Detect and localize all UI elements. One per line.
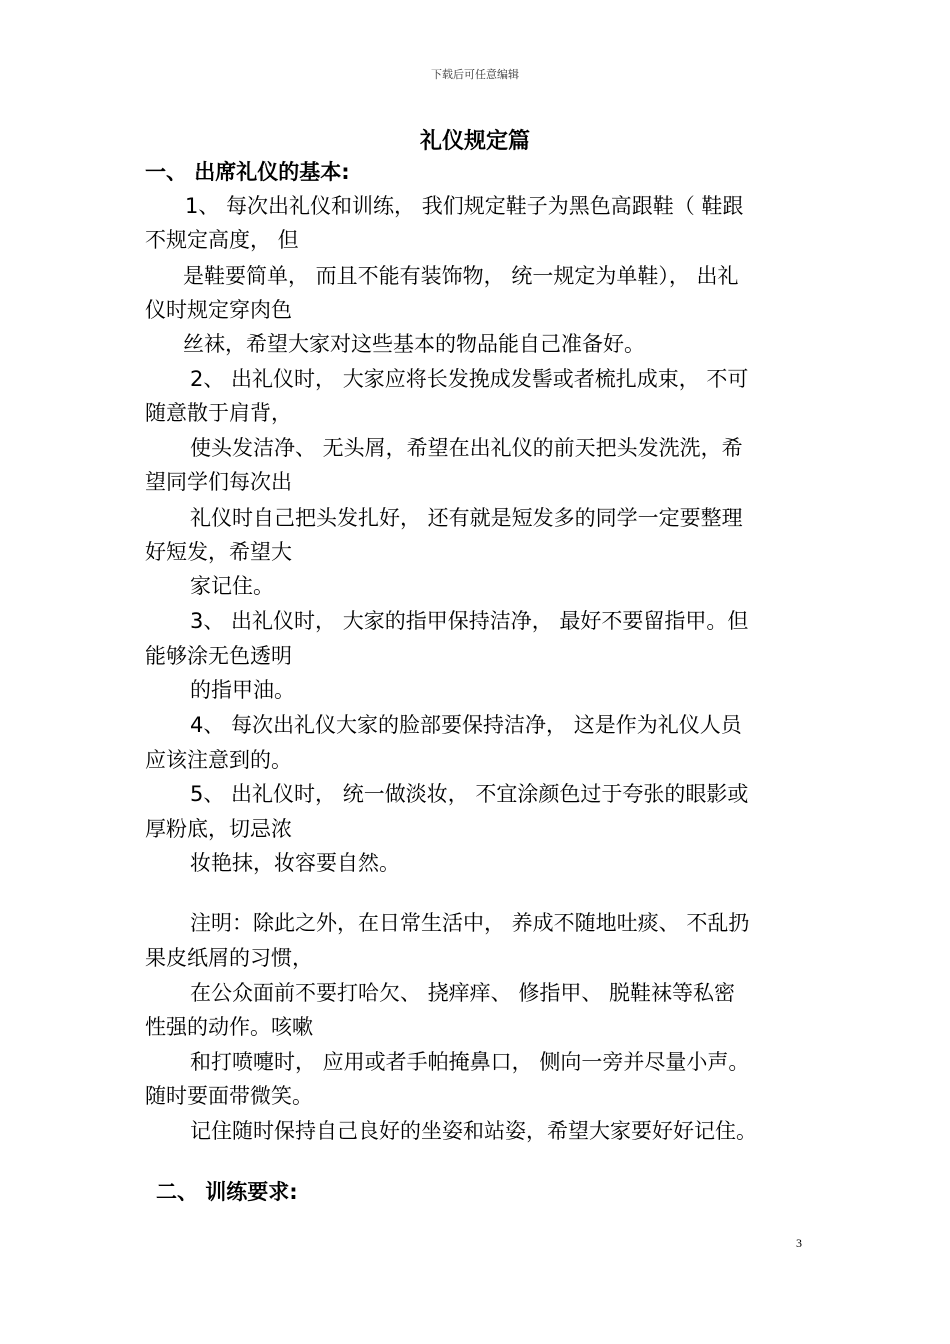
text-line: 好短发，希望大 — [145, 540, 292, 564]
text-line: 仪时规定穿肉色 — [145, 298, 292, 322]
document-title: 礼仪规定篇 — [419, 129, 530, 154]
page-number: 3 — [796, 1236, 802, 1250]
text-line: 礼仪时自己把头发扎好， 还有就是短发多的同学一定要整理 — [190, 506, 743, 530]
section-heading-1: 一、 出席礼仪的基本: — [145, 160, 350, 184]
text-line: 5、 出礼仪时， 统一做淡妆， 不宜涂颜色过于夸张的眼影或 — [190, 782, 749, 806]
text-line: 不规定高度， 但 — [145, 228, 299, 252]
page-header-note: 下载后可任意编辑 — [431, 68, 519, 81]
text-line: 随意散于肩背， — [145, 401, 292, 425]
text-line: 厚粉底，切忌浓 — [145, 817, 292, 841]
text-line: 使头发洁净、 无头屑，希望在出礼仪的前天把头发洗洗，希 — [190, 436, 743, 460]
text-line: 注明：除此之外，在日常生活中， 养成不随地吐痰、 不乱扔 — [190, 911, 750, 935]
text-line: 随时要面带微笑。 — [145, 1084, 313, 1108]
text-line: 4、 每次出礼仪大家的脸部要保持洁净， 这是作为礼仪人员 — [190, 713, 742, 737]
text-line: 是鞋要简单， 而且不能有装饰物， 统一规定为单鞋）， 出礼 — [183, 264, 739, 288]
text-line: 望同学们每次出 — [145, 470, 292, 494]
text-line: 3、 出礼仪时， 大家的指甲保持洁净， 最好不要留指甲。但 — [190, 609, 749, 633]
text-line: 2、 出礼仪时， 大家应将长发挽成发髻或者梳扎成束， 不可 — [190, 367, 749, 391]
text-line: 在公众面前不要打哈欠、 挠痒痒、 修指甲、 脱鞋袜等私密 — [190, 981, 736, 1005]
text-line: 应该注意到的。 — [145, 748, 292, 772]
text-line: 能够涂无色透明 — [145, 644, 292, 668]
text-line: 家记住。 — [190, 574, 274, 598]
text-line: 果皮纸屑的习惯， — [145, 946, 313, 970]
text-line: 和打喷嚏时， 应用或者手帕掩鼻口， 侧向一旁并尽量小声。 — [190, 1050, 750, 1074]
text-line: 1、 每次出礼仪和训练， 我们规定鞋子为黑色高跟鞋（ 鞋跟 — [185, 194, 744, 218]
text-line: 记住随时保持自己良好的坐姿和站姿，希望大家要好好记住。 — [190, 1119, 757, 1143]
section-heading-2: 二、 训练要求: — [156, 1180, 298, 1204]
text-line: 妆艳抹，妆容要自然。 — [190, 851, 400, 875]
text-line: 丝袜，希望大家对这些基本的物品能自己准备好。 — [183, 332, 645, 356]
text-line: 性强的动作。咳嗽 — [145, 1015, 313, 1039]
text-line: 的指甲油。 — [190, 678, 295, 702]
